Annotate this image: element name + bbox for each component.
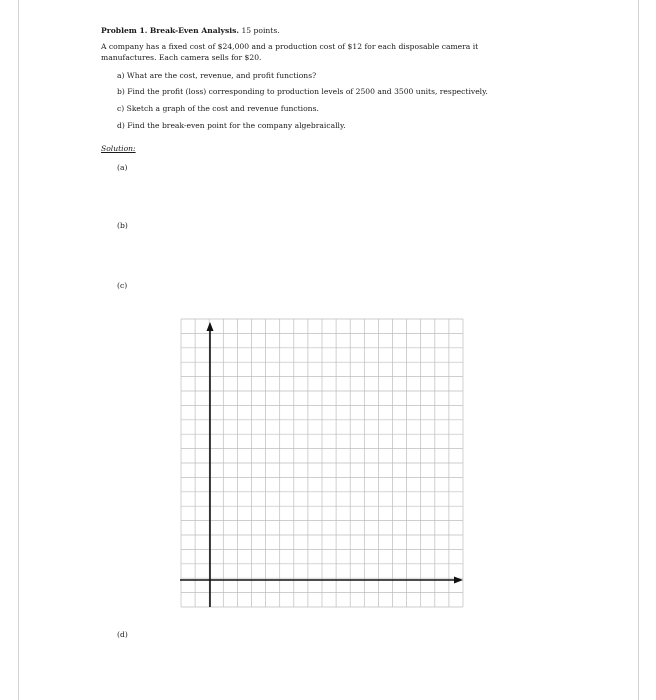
page-edge-right [638,0,639,700]
question-b: b) Find the profit (loss) corresponding to production levels of 2500 and 3500 units, respectively. [117,87,488,96]
problem-points: 15 points. [241,26,280,35]
problem-heading [101,26,280,36]
x-axis-arrow-icon [454,577,463,584]
solution-part-a: (a) [117,163,128,172]
problem-title: Break-Even Analysis. [149,26,240,35]
solution-part-b: (b) [117,221,128,230]
question-d: d) Find the break-even point for the company algebraically. [117,121,346,130]
graph-grid [180,318,464,608]
solution-label: Solution: [101,144,136,153]
solution-part-c: (c) [117,281,128,290]
y-axis-arrow-icon [207,322,214,331]
grid-lines [181,319,463,607]
question-c: c) Sketch a graph of the cost and revenue functions. [117,104,319,113]
problem-intro-line-2: manufactures. Each camera sells for $20. [101,53,262,62]
page-edge-left [18,0,19,700]
solution-part-d: (d) [117,630,128,639]
problem-intro-line-1: A company has a fixed cost of $24,000 and a production cost of $12 for each disposable camera it [101,42,479,51]
problem-number: Problem 1. [101,26,148,35]
question-a: a) What are the cost, revenue, and profit functions? [117,71,317,80]
